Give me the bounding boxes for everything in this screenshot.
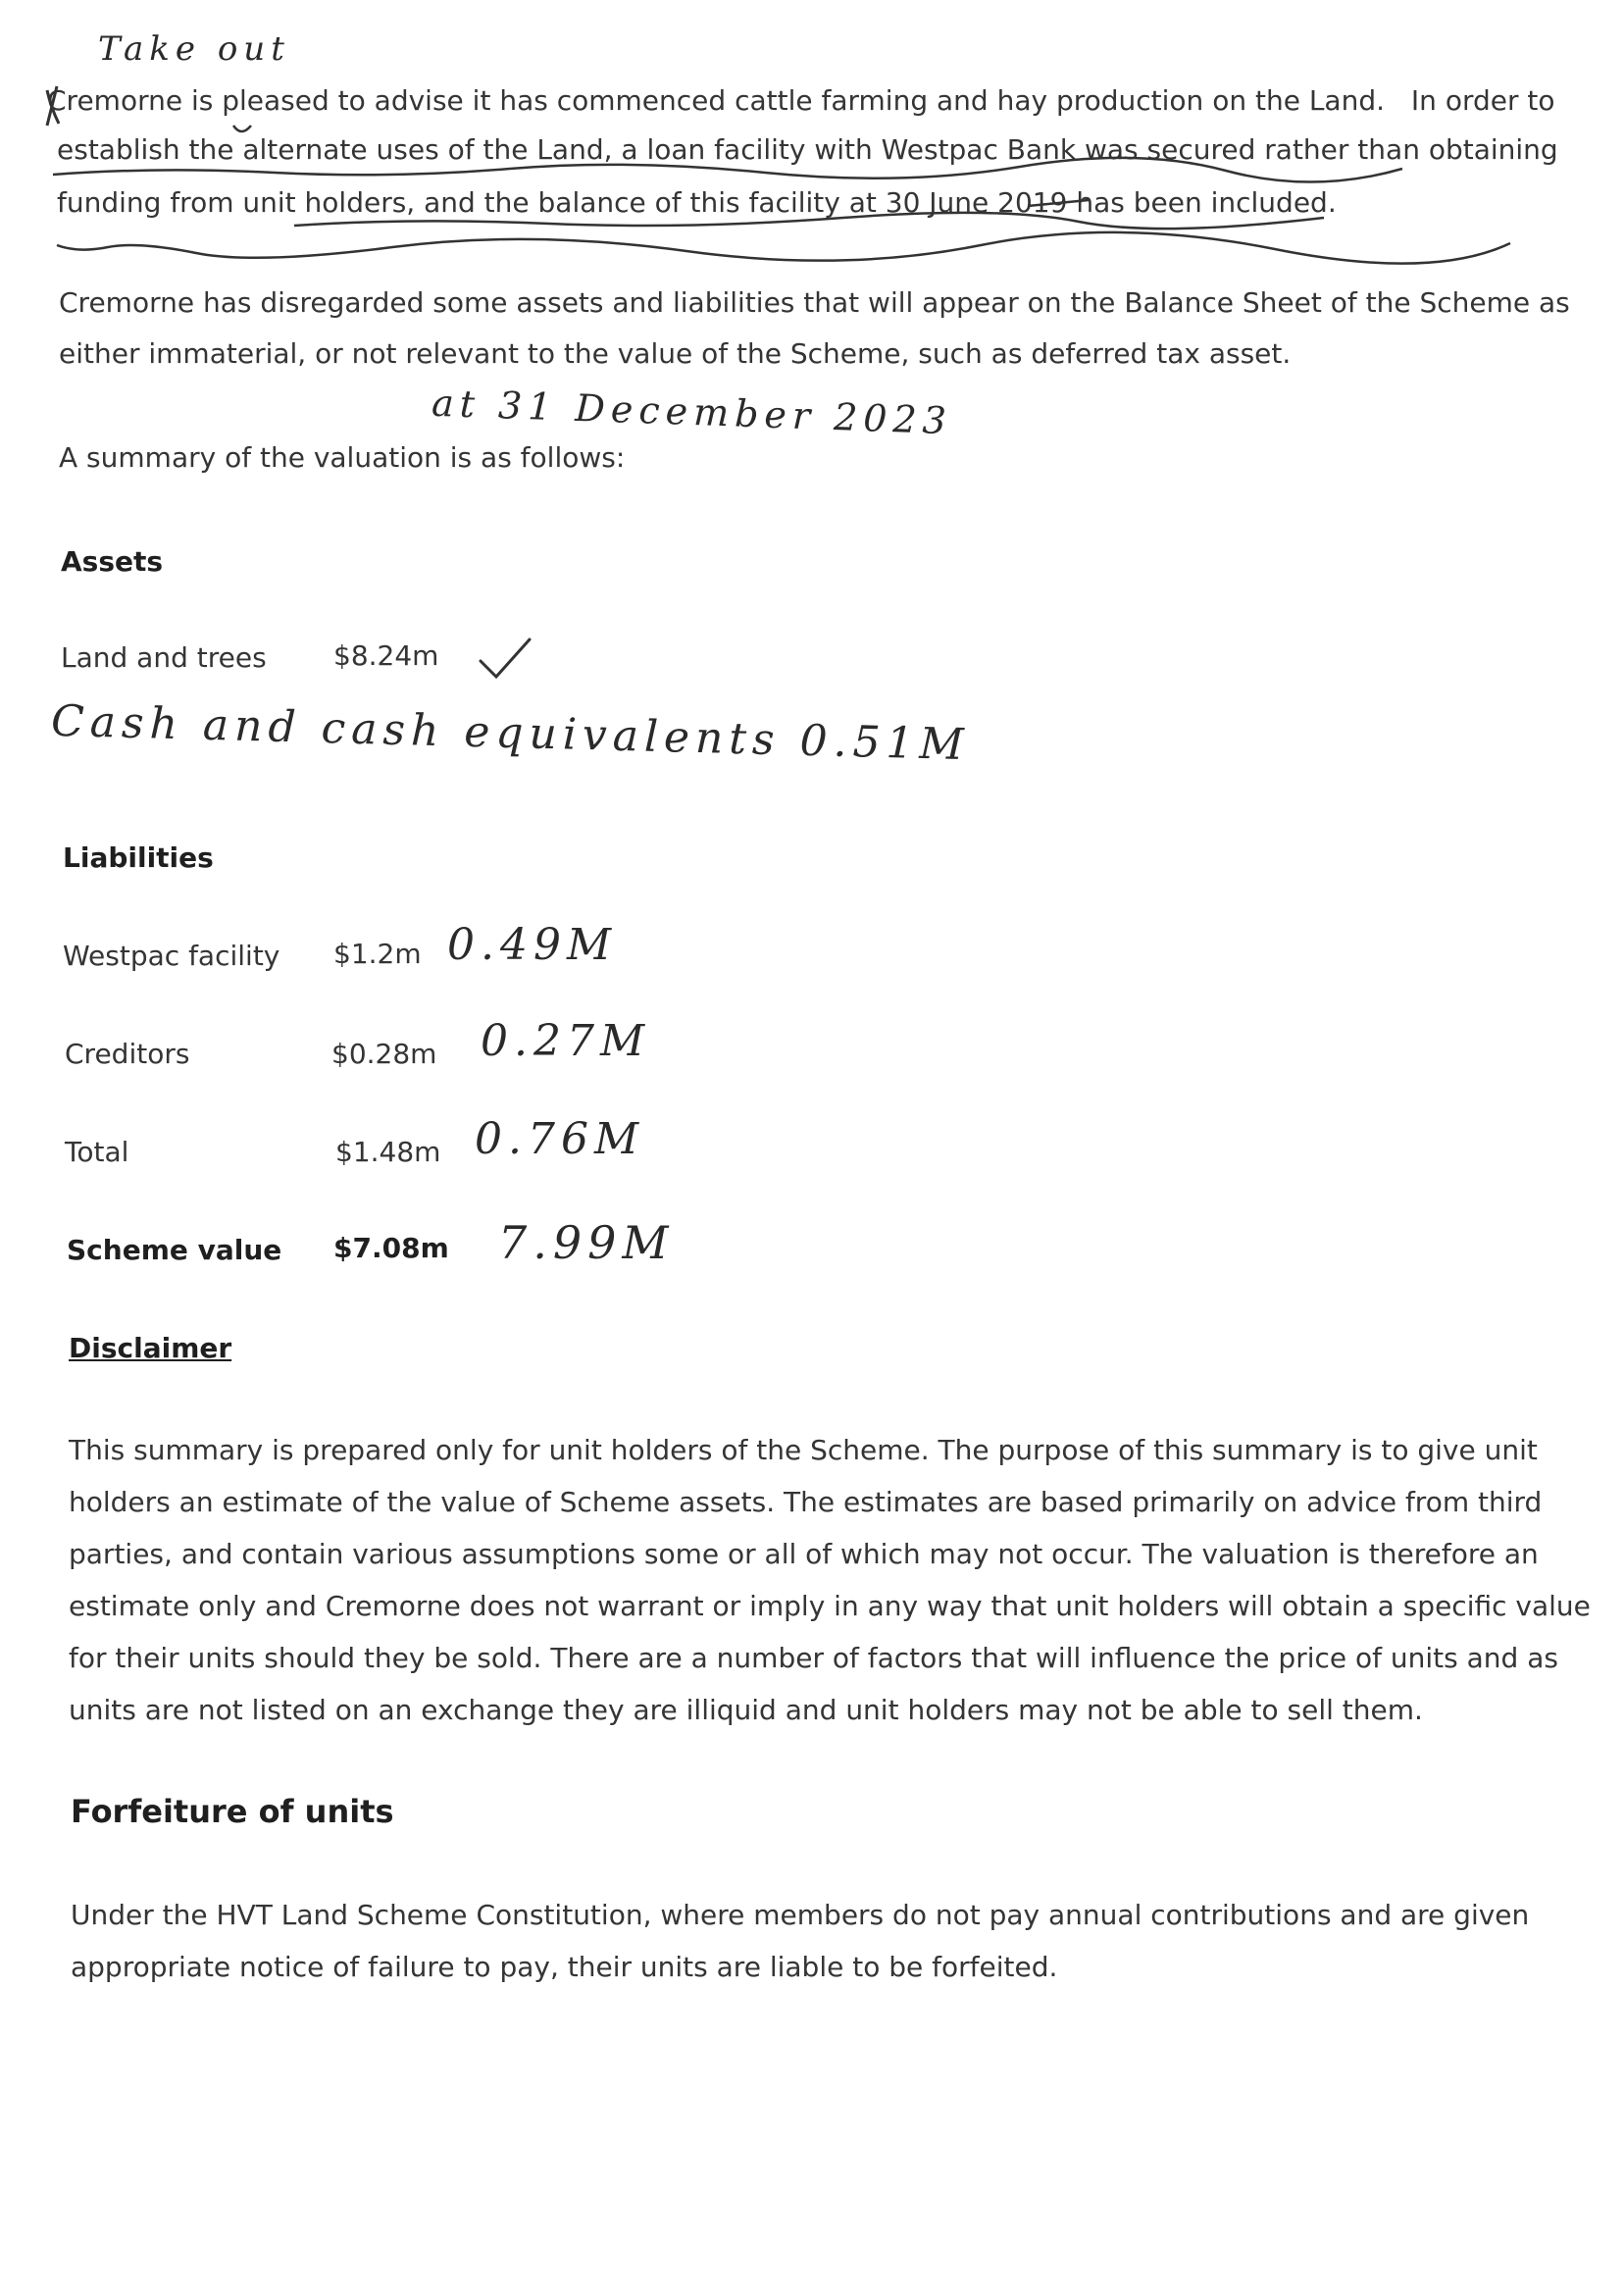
intro-line-3: funding from unit holders, and the balance of this facility at 30 June 2019 has been included. <box>57 186 1337 219</box>
handwritten-take-out: Take out <box>98 29 290 69</box>
handwritten-westpac-revision: 0.49M <box>447 920 618 970</box>
strike-has <box>1028 200 1089 206</box>
check-icon <box>481 639 530 677</box>
liability-total-value: $1.48m <box>335 1136 441 1168</box>
tick-mark-small <box>233 126 251 131</box>
wavy-underline-3 <box>57 232 1510 264</box>
scheme-value-label: Scheme value <box>67 1234 282 1266</box>
disclaimer-line-4: estimate only and Cremorne does not warrant or imply in any way that unit holders will obtain a specific value <box>69 1590 1591 1622</box>
wavy-underline-2 <box>294 213 1324 229</box>
forfeiture-line-1: Under the HVT Land Scheme Constitution, where members do not pay annual contributions and are given <box>71 1899 1530 1931</box>
asset-row-label: Land and trees <box>61 641 267 674</box>
liability-total-label: Total <box>65 1136 129 1168</box>
disclaimer-line-3: parties, and contain various assumptions some or all of which may not occur. The valuation is therefore an <box>69 1538 1539 1570</box>
intro-line-1-tail: In order to <box>1410 84 1555 117</box>
liability-westpac-value: $1.2m <box>333 938 422 970</box>
disclaimer-line-6: units are not listed on an exchange they are illiquid and unit holders may not be able to sell them. <box>69 1694 1423 1726</box>
disregard-line-2: either immaterial, or not relevant to the value of the Scheme, such as deferred tax asset. <box>59 337 1292 370</box>
liabilities-heading: Liabilities <box>63 841 214 874</box>
handwritten-total-revision: 0.76M <box>475 1114 645 1164</box>
intro-line-2: establish the alternate uses of the Land, a loan facility with Westpac Bank was secured rather than obtaining <box>57 133 1558 166</box>
liability-creditors-value: $0.28m <box>331 1038 437 1070</box>
handwritten-cash-note: Cash and cash equivalents 0.51M <box>50 695 971 771</box>
disclaimer-line-1: This summary is prepared only for unit holders of the Scheme. The purpose of this summary is to give unit <box>69 1434 1538 1466</box>
liability-creditors-label: Creditors <box>65 1038 190 1070</box>
disclaimer-heading: Disclaimer <box>69 1332 232 1364</box>
disclaimer-line-5: for their units should they be sold. There are a number of factors that will influence the price of units and as <box>69 1642 1558 1674</box>
asset-row-value: $8.24m <box>333 639 439 672</box>
bracket-mark <box>47 86 59 126</box>
handwritten-scheme-revision: 7.99M <box>498 1216 675 1269</box>
liability-westpac-label: Westpac facility <box>63 940 280 972</box>
forfeiture-line-2: appropriate notice of failure to pay, their units are liable to be forfeited. <box>71 1951 1058 1983</box>
handwritten-date-note: at 31 December 2023 <box>431 381 953 443</box>
assets-heading: Assets <box>61 545 164 578</box>
disregard-line-1: Cremorne has disregarded some assets and liabilities that will appear on the Balance Sheet of the Scheme as <box>59 286 1570 319</box>
forfeiture-heading: Forfeiture of units <box>71 1793 394 1830</box>
disclaimer-line-2: holders an estimate of the value of Scheme assets. The estimates are based primarily on advice from third <box>69 1486 1543 1518</box>
handwritten-creditors-revision: 0.27M <box>481 1016 651 1066</box>
wavy-underline-1 <box>53 158 1402 182</box>
summary-intro: A summary of the valuation is as follows: <box>59 441 626 474</box>
intro-line-1-text: Cremorne is pleased to advise it has commenced cattle farming and hay production on the Land. <box>47 84 1386 117</box>
scheme-value-amount: $7.08m <box>333 1232 449 1264</box>
